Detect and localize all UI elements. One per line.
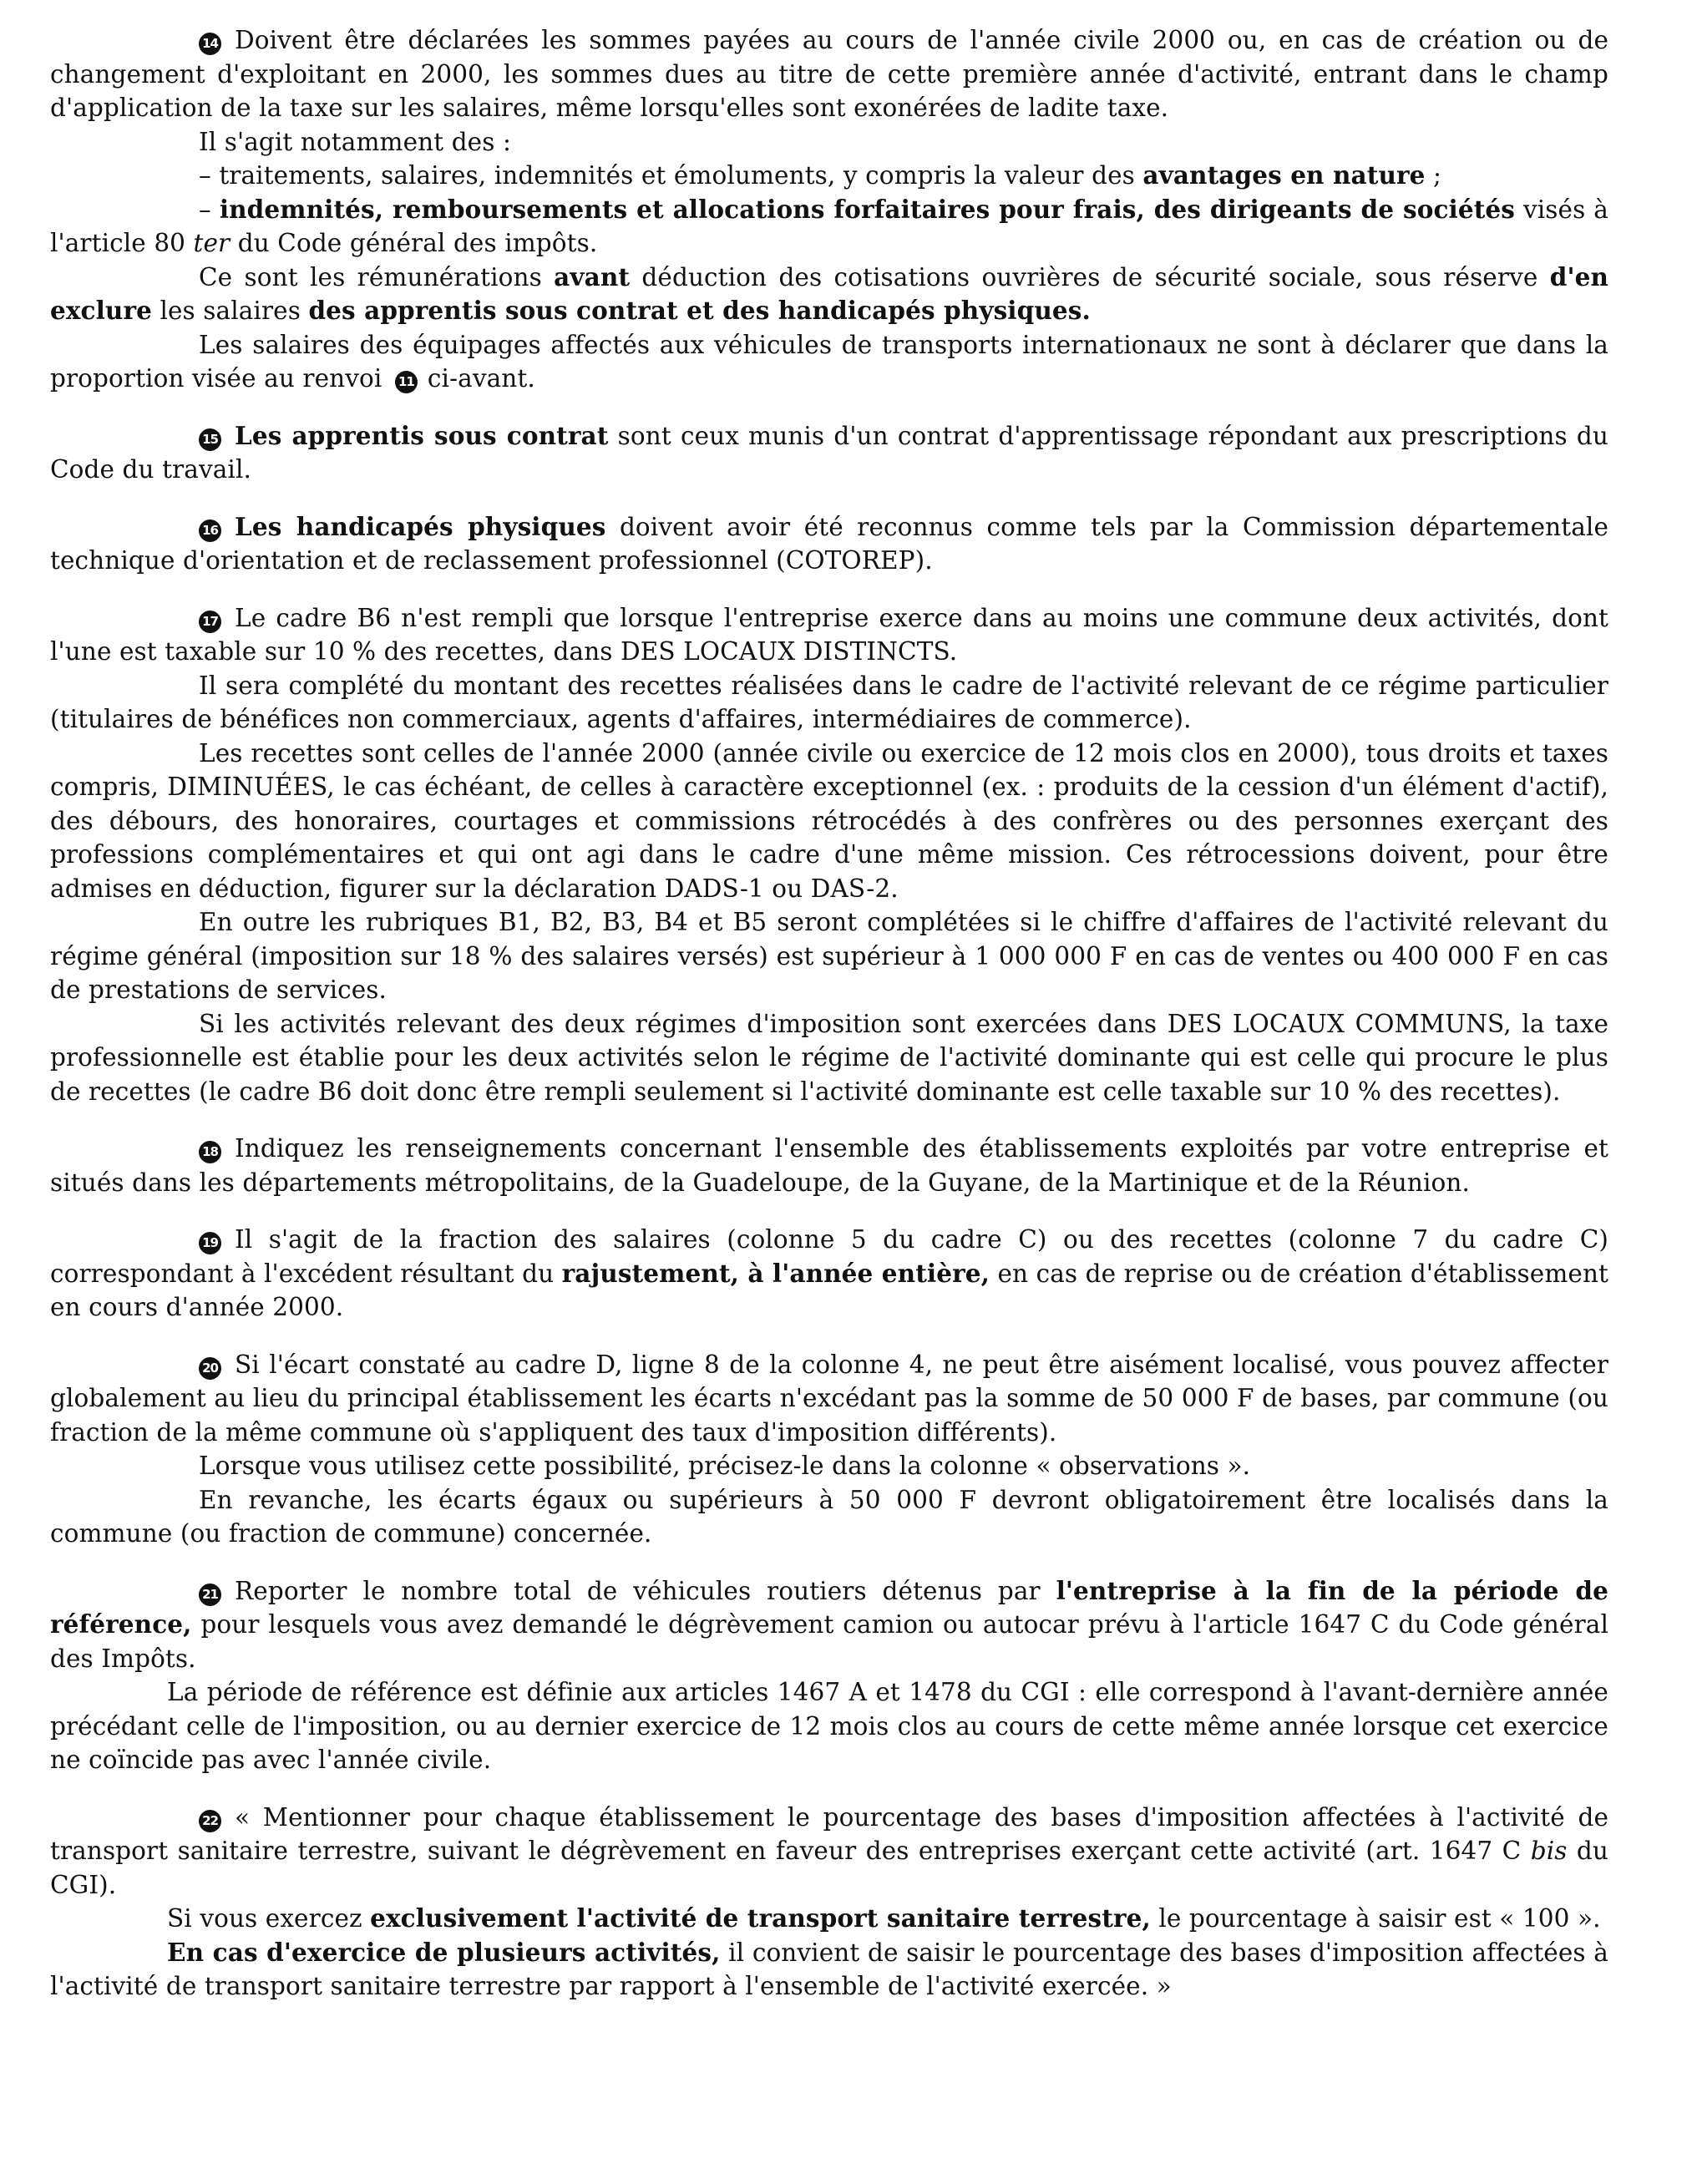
note-14-list-item-1: – traitements, salaires, indemnités et émoluments, y compris la valeur des avantages en nature ; — [199, 160, 1442, 190]
note-number-badge: 17 — [199, 611, 221, 633]
note-number-badge: 15 — [199, 428, 221, 451]
note-21-paragraph-1: 21 Reporter le nombre total de véhicules routiers détenus par l'entreprise à la fin de la période de référence, pour lesquels vous avez demandé le dégrèvement camion ou autocar prévu à l'article 1647 C du Code général des Impôts. — [50, 1575, 1608, 1673]
note-number-badge: 14 — [199, 33, 221, 55]
note-18-paragraph-1: 18 Indiquez les renseignements concernant l'ensemble des établissements exploités par votre entreprise et situés dans les départements métropolitains, de la Guadeloupe, de la Guyane, de la Martinique et de la Réunion. — [50, 1134, 1608, 1197]
note-15-paragraph-1: 15 Les apprentis sous contrat sont ceux munis d'un contrat d'apprentissage répondant aux prescriptions du Code du travail. — [50, 420, 1609, 484]
note-20 — [50, 1348, 1608, 1551]
note-22 — [50, 1801, 1608, 2004]
note-number-badge: 16 — [199, 519, 221, 542]
note-14-paragraph-1: 14 Doivent être déclarées les sommes payées au cours de l'année civile 2000 ou, en cas de création ou de changement d'exploitant en 2000, les sommes dues au titre de cette première année d'activité, entrant dans le champ d'application de la taxe sur les salaires, même lorsqu'elles sont exonérées de ladite taxe. — [50, 26, 1608, 122]
note-21-paragraph-2: La période de référence est définie aux articles 1467 A et 1478 du CGI : elle correspond à l'avant-dernière année précédant celle de l'imposition, ou au dernier exercice de 12 mois clos au cours de cette même année lorsque cet exercice ne coïncide pas avec l'année civile. — [50, 1678, 1608, 1774]
note-number-badge: 20 — [199, 1357, 221, 1380]
note-16 — [50, 510, 1608, 578]
note-19 — [50, 1223, 1608, 1325]
note-14 — [50, 23, 1608, 396]
note-21 — [50, 1574, 1608, 1777]
note-16-paragraph-1: 16 Les handicapés physiques doivent avoir été reconnus comme tels par la Commission départementale technique d'orientation et de reclassement professionnel (COTOREP). — [50, 511, 1609, 575]
note-number-badge: 22 — [199, 1810, 221, 1832]
note-14-paragraph-2: Il s'agit notamment des : — [199, 127, 511, 156]
note-17-paragraph-4: En outre les rubriques B1, B2, B3, B4 et B5 seront complétées si le chiffre d'affaires de l'activité relevant du régime général (imposition sur 18 % des salaires versés) est supérieur à 1 000 000 F en cas de ventes ou 400 000 F en cas de prestations de services. — [50, 908, 1608, 1004]
note-reference-badge: 11 — [395, 371, 418, 393]
note-14-paragraph-3: Ce sont les rémunérations avant déduction des cotisations ouvrières de sécurité sociale, sous réserve d'en exclure les salaires des apprentis sous contrat et des handicapés physiques. — [50, 261, 1608, 325]
note-number-badge: 19 — [199, 1232, 221, 1254]
note-number-badge: 18 — [199, 1141, 221, 1163]
note-17 — [50, 601, 1608, 1109]
note-14-list-item-2: – indemnités, remboursements et allocations forfaitaires pour frais, des dirigeants de sociétés visés à l'article 80 ter du Code général des impôts. — [50, 194, 1608, 257]
note-22-paragraph-3: En cas d'exercice de plusieurs activités, il convient de saisir le pourcentage des bases d'imposition affectées à l'activité de transport sanitaire terrestre par rapport à l'ensemble de l'activité exercée. » — [50, 1937, 1608, 2000]
note-15 — [50, 419, 1608, 487]
note-22-paragraph-2: Si vous exercez exclusivement l'activité de transport sanitaire terrestre, le pourcentage à saisir est « 100 ». — [167, 1903, 1601, 1933]
note-17-paragraph-5: Si les activités relevant des deux régimes d'imposition sont exercées dans DES LOCAUX COMMUNS, la taxe professionnelle est établie pour les deux activités selon le régime de l'activité dominante qui est celle qui procure le plus de recettes (le cadre B6 doit donc être rempli seulement si l'activité dominante est celle taxable sur 10 % des recettes). — [50, 1009, 1608, 1106]
note-17-paragraph-1: 17 Le cadre B6 n'est rempli que lorsque l'entreprise exerce dans au moins une commune deux activités, dont l'une est taxable sur 10 % des recettes, dans DES LOCAUX DISTINCTS. — [50, 603, 1608, 666]
note-number-badge: 21 — [199, 1584, 221, 1606]
note-20-paragraph-2: Lorsque vous utilisez cette possibilité, précisez-le dans la colonne « observations ». — [199, 1452, 1251, 1480]
note-14-paragraph-4: Les salaires des équipages affectés aux véhicules de transports internationaux ne sont à déclarer que dans la proportion visée au renvoi 11 ci-avant. — [50, 330, 1608, 393]
note-20-paragraph-3: En revanche, les écarts égaux ou supérieurs à 50 000 F devront obligatoirement être localisés dans la commune (ou fraction de commune) concernée. — [50, 1485, 1608, 1548]
note-18 — [50, 1132, 1608, 1199]
note-19-paragraph-1: 19 Il s'agit de la fraction des salaires (colonne 5 du cadre C) ou des recettes (colonne 7 du cadre C) correspondant à l'excédent résultant du rajustement, à l'année entière, en cas de reprise ou de création d'établissement en cours d'année 2000. — [50, 1225, 1609, 1321]
note-17-paragraph-2: Il sera complété du montant des recettes réalisées dans le cadre de l'activité relevant de ce régime particulier (titulaires de bénéfices non commerciaux, agents d'affaires, intermédiaires de commerce). — [50, 671, 1608, 733]
note-20-paragraph-1: 20 Si l'écart constaté au cadre D, ligne 8 de la colonne 4, ne peut être aisément localisé, vous pouvez affecter globalement au lieu du principal établissement les écarts n'excédant pas la somme de 50 000 F de bases, par commune (ou fraction de la même commune où s'appliquent des taux d'imposition différents). — [50, 1350, 1608, 1447]
note-22-paragraph-1: 22 « Mentionner pour chaque établissement le pourcentage des bases d'imposition affectées à l'activité de transport sanitaire terrestre, suivant le dégrèvement en faveur des entreprises exerçant cette activité (art. 1647 C bis du CGI). — [50, 1802, 1609, 1899]
note-17-paragraph-3: Les recettes sont celles de l'année 2000 (année civile ou exercice de 12 mois clos en 2000), tous droits et taxes compris, DIMINUÉES, le cas échéant, de celles à caractère exceptionnel (ex. : produits de la cession d'un élément d'actif), des débours, des honoraires, courtages et commissions rétrocédés à des confrères ou des personnes exerçant des professions complémentaires et qui ont agi dans le cadre d'une même mission. Ces rétrocessions doivent, pour être admises en déduction, figurer sur la déclaration DADS-1 ou DAS-2. — [50, 738, 1608, 903]
